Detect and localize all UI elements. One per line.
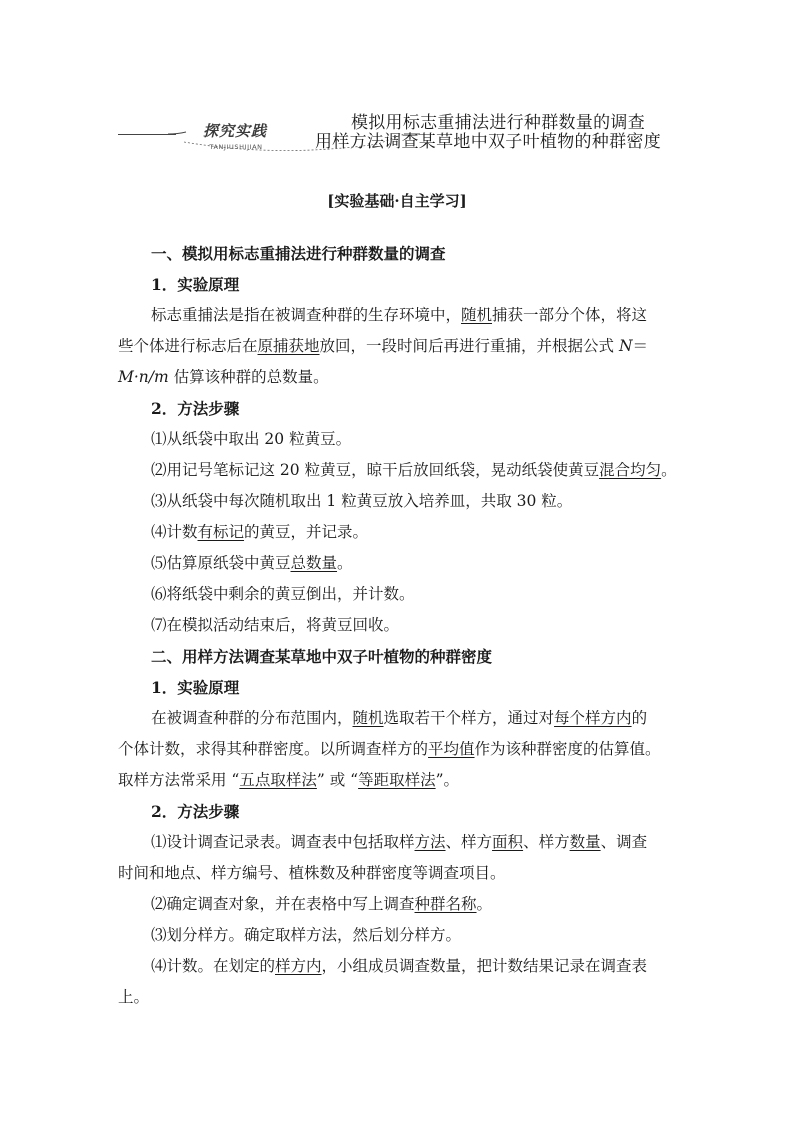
underlined-answer: 样方内 [275,957,322,975]
part1-step-5: ⑸估算原纸袋中黄豆总数量。 [151,554,353,572]
part1-principle-line2: 些个体进行标志后在原捕获地放回，一段时间后再进行重捕，并根据公式 N＝ [118,337,649,355]
part1-step-2: ⑵用记号笔标记这 20 粒黄豆，晾干后放回纸袋，晃动纸袋使黄豆混合均匀。 [151,461,677,479]
underlined-answer: 面积 [492,833,524,851]
underlined-answer: 每个样方内 [554,709,632,727]
part1-steps-heading: 2．方法步骤 [151,399,240,418]
underlined-answer: 总数量 [290,554,338,572]
formula: M·n/m [118,368,169,386]
part2-principle-line1: 在被调查种群的分布范围内，随机选取若干个样方，通过对每个样方内的 [151,709,648,727]
part2-steps-heading: 2．方法步骤 [151,802,240,821]
part2-step-1-cont: 时间和地点、样方编号、植株数及种群密度等调查项目。 [118,864,506,882]
part1-principle-line1: 标志重捕法是指在被调查种群的生存环境中，随机捕获一部分个体，将这 [151,306,648,324]
underlined-answer: 混合均匀 [599,461,662,479]
underlined-answer: 数量 [569,833,601,851]
underlined-answer: 平均值 [428,740,475,758]
part1-step-7: ⑺在模拟活动结束后，将黄豆回收。 [151,616,400,634]
part1-step-1: ⑴从纸袋中取出 20 粒黄豆。 [151,430,352,448]
part2-principle-line3: 取样方法常采用 “五点取样法” 或 “等距取样法”。 [118,771,460,789]
part1-step-4: ⑷计数有标记的黄豆，并记录。 [151,523,369,541]
document-body [118,238,678,1013]
underlined-answer: 等距取样法 [358,771,436,789]
part1-heading: 一、模拟用标志重捕法进行种群数量的调查 [151,244,446,263]
part1-step-3: ⑶从纸袋中每次随机取出 1 粒黄豆放入培养皿，共取 30 粒。 [151,492,573,510]
underlined-answer: 五点取样法 [239,771,317,789]
underlined-answer: 随机 [461,306,493,324]
banner-title [298,114,698,152]
underlined-answer: 有标记 [197,523,245,541]
part1-step-6: ⑹将纸袋中剩余的黄豆倒出，并计数。 [151,585,415,603]
banner-tag-pinyin: TANJIUSHIJIAN [209,143,263,151]
part1-principle-heading: 1．实验原理 [151,275,240,294]
part2-step-2: ⑵确定调查对象，并在表格中写上调查种群名称。 [151,895,493,913]
part1-principle-line3: M·n/m 估算该种群的总数量。 [118,368,329,386]
part2-step-4: ⑷计数。在划定的样方内，小组成员调查数量，把计数结果记录在调查表 [151,957,648,975]
underlined-answer: 方法 [414,833,446,851]
part2-principle-heading: 1．实验原理 [151,678,240,697]
banner-title-line2: 用样方法调查某草地中双子叶植物的种群密度 [315,132,661,152]
underlined-answer: 随机 [352,709,384,727]
part2-step-1: ⑴设计调查记录表。调查表中包括取样方法、样方面积、样方数量、调查 [151,833,648,851]
banner-tag: 探究实践 [202,122,267,140]
section-banner [118,112,678,168]
banner-title-line1: 模拟用标志重捕法进行种群数量的调查 [350,113,646,133]
part2-heading: 二、用样方法调查某草地中双子叶植物的种群密度 [151,647,493,666]
part2-step-4-cont: 上。 [118,988,150,1006]
underlined-answer: 种群名称 [414,895,477,913]
part2-principle-line2: 个体计数，求得其种群密度。以所调查样方的平均值作为该种群密度的估算值。 [118,740,661,758]
underlined-answer: 原捕获地 [257,337,320,355]
section-header: [实验基础·自主学习] [327,192,467,210]
part2-step-3: ⑶划分样方。确定取样方法，然后划分样方。 [151,926,462,944]
